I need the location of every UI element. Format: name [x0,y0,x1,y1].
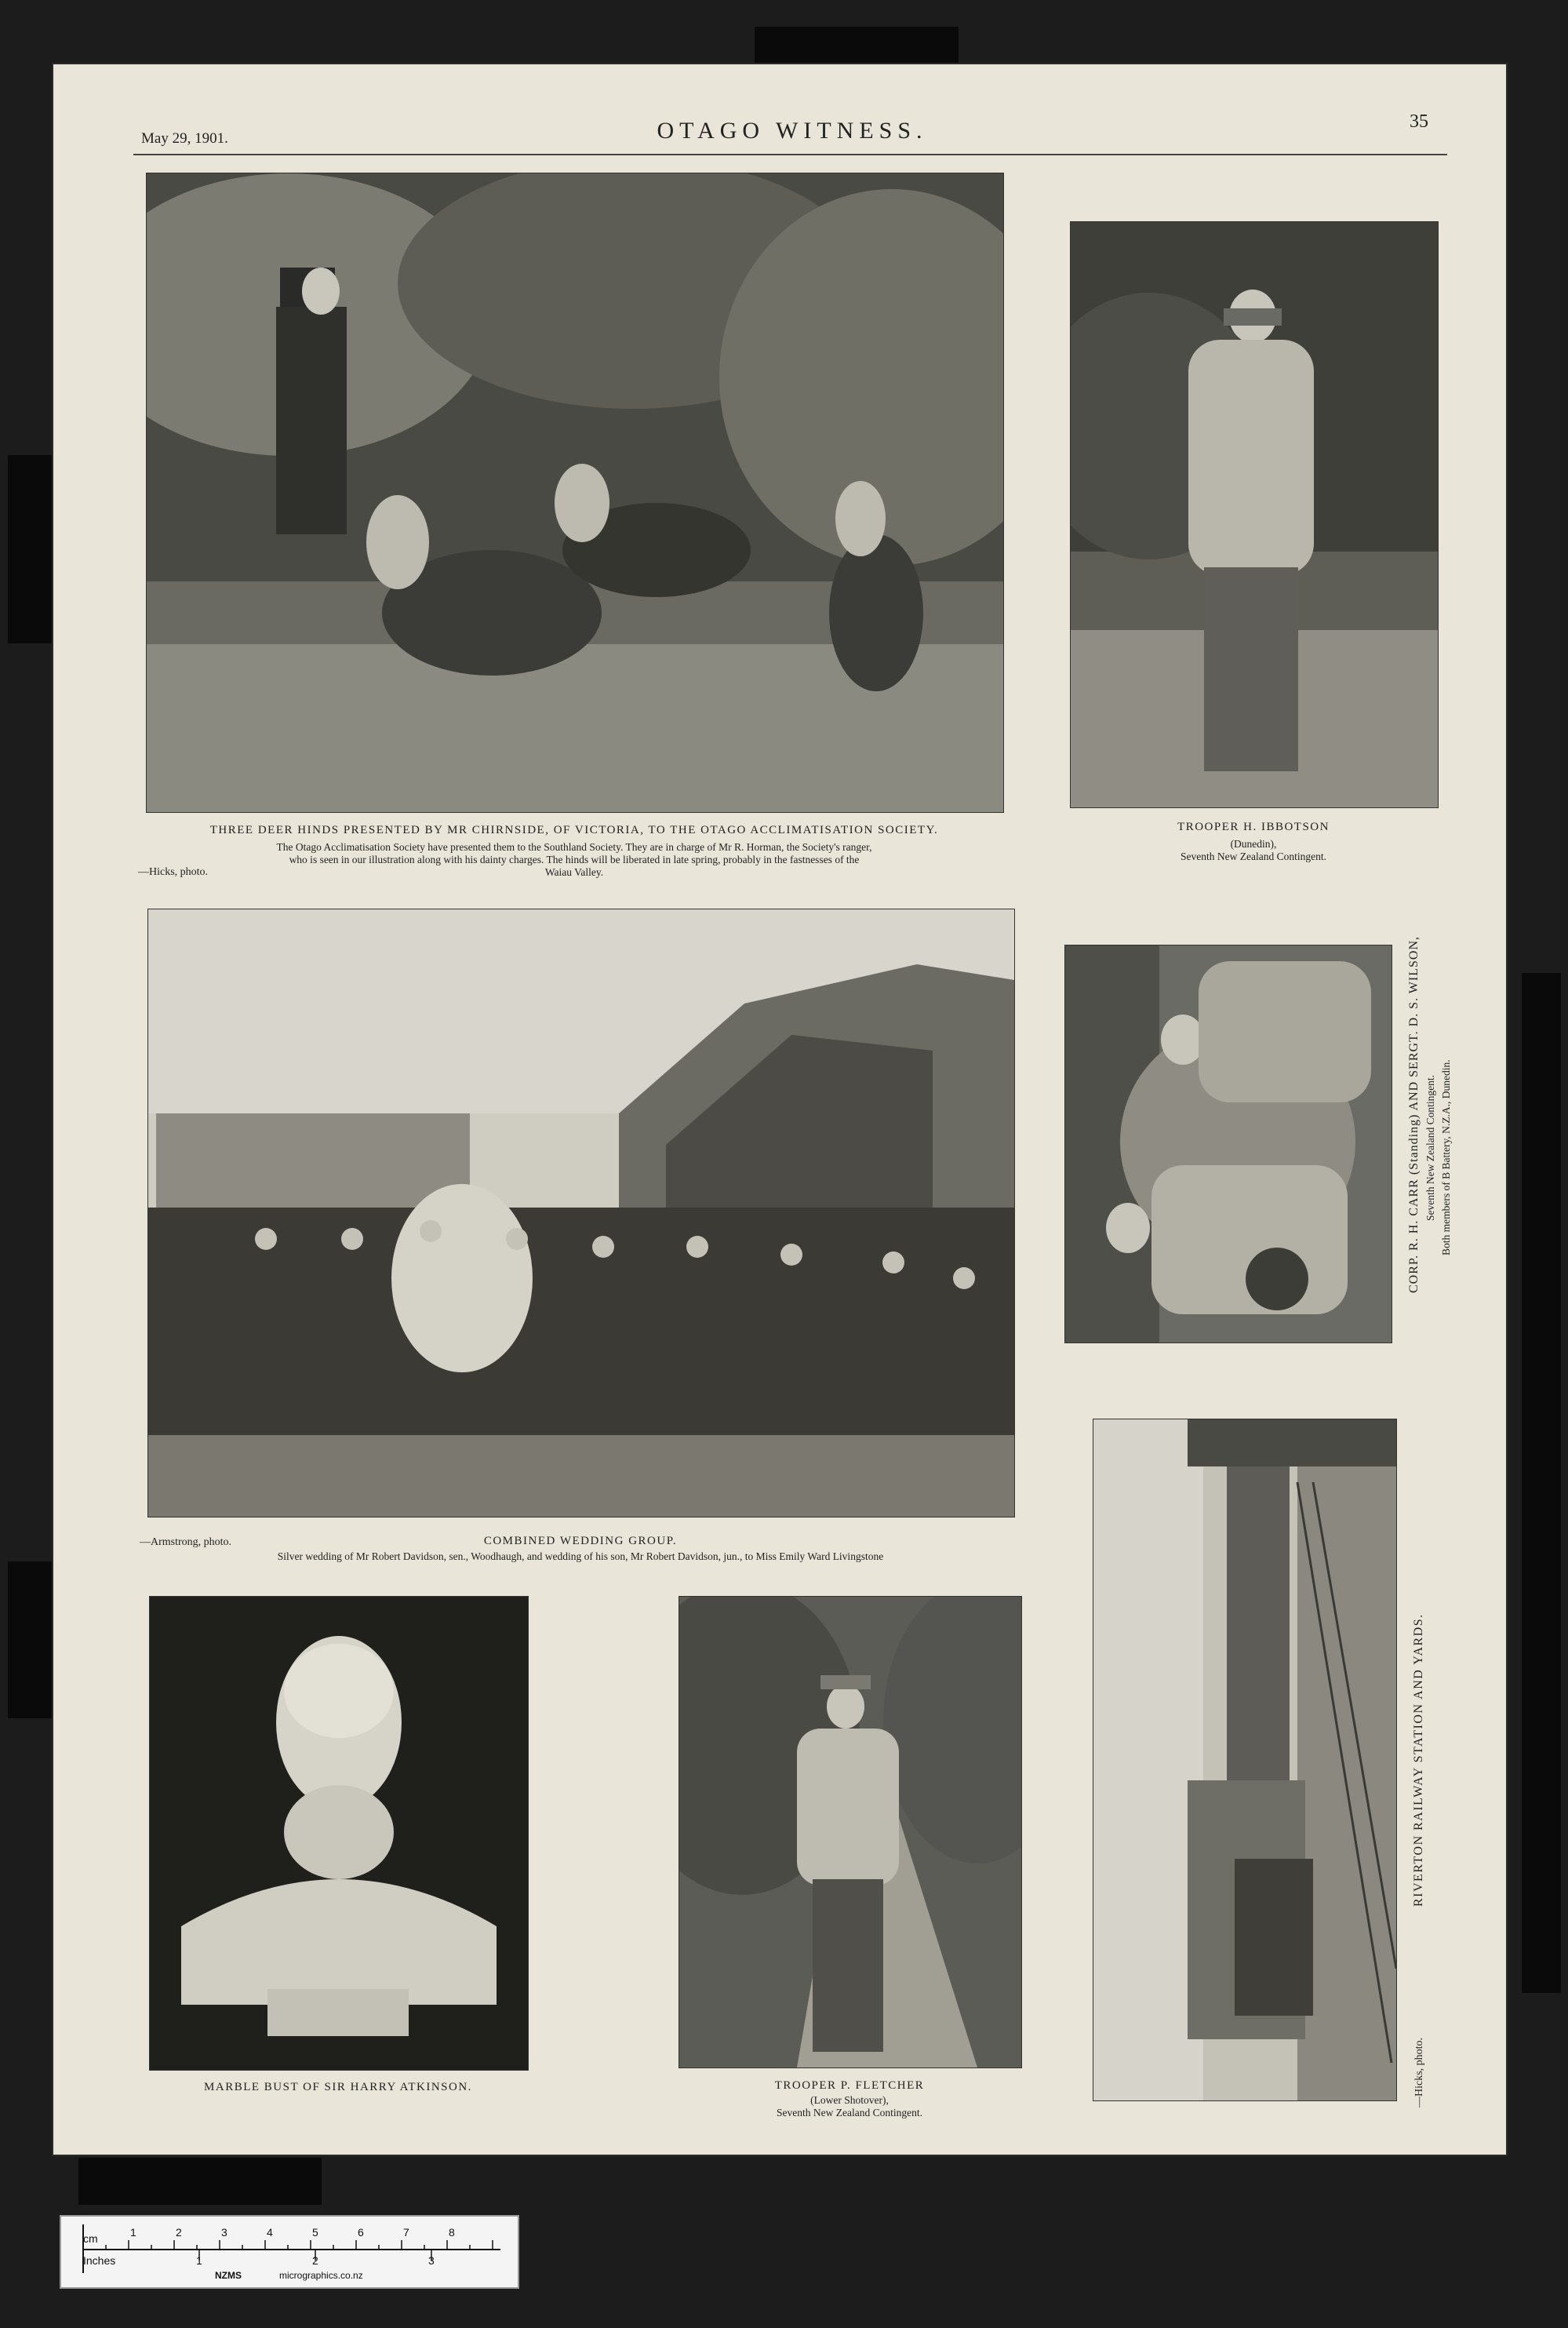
header-rule [133,154,1447,155]
deer-hinds-photo [146,173,1004,813]
inches-label: Inches [83,2254,116,2267]
deer-photo-credit: —Hicks, photo. [138,866,209,878]
trooper-ibbotson-photo [1070,221,1439,808]
deer-caption-title: THREE DEER HINDS PRESENTED BY MR CHIRNSIDE, OF VICTORIA, TO THE OTAGO ACCLIMATISATION SOCIETY. [209,824,939,836]
cm-tick-7: 7 [403,2226,409,2239]
fletcher-caption-line-2: (Lower Shotover), [810,2094,889,2106]
riverton-caption-title: RIVERTON RAILWAY STATION AND YARDS. [1412,1613,1425,1907]
marble-bust-photo [149,1596,529,2071]
wedding-photo-credit: —Armstrong, photo. [140,1536,232,1548]
nzms-logo-text: NZMS [215,2270,242,2281]
inch-tick-3: 3 [428,2254,435,2267]
inch-tick-2: 2 [312,2254,318,2267]
cm-tick-8: 8 [449,2226,455,2239]
carr-wilson-caption-line-3: Both members of B Battery, N.Z.A., Dunedin. [1440,1059,1452,1255]
cm-tick-2: 2 [176,2226,182,2239]
film-tab-left-1 [8,455,52,643]
film-tab-right [1522,973,1561,1993]
cm-tick-1: 1 [130,2226,136,2239]
inch-tick-1: 1 [196,2254,202,2267]
deer-caption-body-1: The Otago Acclimatisation Society have presented them to the Southland Society. They are in charge of Mr R. Horman, the Society's ranger, [276,841,872,853]
cm-label: cm [83,2232,98,2245]
cm-tick-4: 4 [267,2226,273,2239]
cm-tick-6: 6 [358,2226,364,2239]
issue-date: May 29, 1901. [141,130,228,147]
fletcher-caption-title: TROOPER P. FLETCHER [774,2079,925,2092]
fletcher-caption-line-3: Seventh New Zealand Contingent. [777,2107,922,2119]
deer-caption-body-2: who is seen in our illustration along with his dainty charges. The hinds will be liberated in late spring, probably in the fastnesses of the [289,854,860,865]
ibbotson-caption-title: TROOPER H. IBBOTSON [1177,821,1330,833]
masthead-title: OTAGO WITNESS. [657,118,928,144]
cm-tick-3: 3 [221,2226,227,2239]
cm-tick-5: 5 [312,2226,318,2239]
carr-wilson-photo [1064,945,1392,1343]
riverton-station-photo [1093,1419,1397,2101]
wedding-caption-title: COMBINED WEDDING GROUP. [483,1535,678,1547]
micrographics-url: micrographics.co.nz [279,2270,363,2281]
trooper-fletcher-photo [678,1596,1022,2068]
bust-caption-title: MARBLE BUST OF SIR HARRY ATKINSON. [204,2081,472,2093]
ibbotson-caption-line-2: (Dunedin), [1230,838,1277,850]
riverton-photo-credit: —Hicks, photo. [1413,2037,1425,2108]
carr-wilson-caption-line-1: CORP. R. H. CARR (Standing) AND SERGT. D. S. WILSON, [1407,935,1421,1293]
film-tab-top [755,27,959,63]
wedding-caption-body: Silver wedding of Mr Robert Davidson, sen., Woodhaugh, and wedding of his son, Mr Robert Davidson, jun., to Miss Emily Ward Livingstone [277,1550,884,1562]
measurement-scale-bar [60,2215,519,2289]
wedding-group-photo [147,909,1015,1517]
carr-wilson-caption-line-2: Seventh New Zealand Contingent. [1424,1075,1436,1221]
page-number: 35 [1410,111,1428,132]
film-tab-left-2 [8,1561,52,1718]
ibbotson-caption-line-3: Seventh New Zealand Contingent. [1181,851,1326,862]
film-tab-bottom [78,2158,322,2205]
deer-caption-body-3: Waiau Valley. [544,866,604,878]
